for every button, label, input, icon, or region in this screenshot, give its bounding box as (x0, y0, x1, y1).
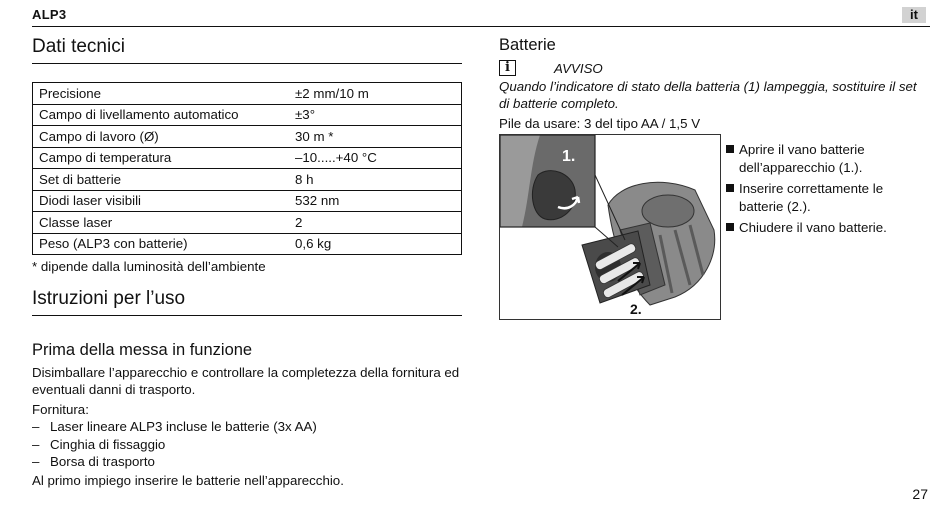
language-badge: it (902, 7, 926, 23)
first-use-text: Al primo impiego inserire le batterie nell’apparecchio. (32, 472, 344, 488)
spec-value: –10.....+40 °C (289, 147, 462, 169)
spec-label: Campo di lavoro (Ø) (33, 126, 290, 148)
notice-header (499, 60, 929, 78)
supply-item-text: Laser lineare ALP3 incluse le batterie (3x AA) (50, 419, 317, 434)
spec-value: ±3° (289, 104, 462, 126)
specs-footnote: * dipende dalla luminosità dell’ambiente (32, 259, 266, 274)
spec-value: 532 nm (289, 190, 462, 212)
battery-type: Pile da usare: 3 del tipo AA / 1,5 V (499, 116, 701, 131)
inset-step1 (500, 135, 595, 227)
usage-intro: Disimballare l’apparecchio e controllare la completezza della fornitura ed eventuali danni di trasporto. (32, 365, 460, 397)
battery-illustration (500, 135, 720, 319)
supply-label: Fornitura: (32, 402, 89, 417)
spec-label: Precisione (33, 83, 290, 105)
model-name: ALP3 (32, 7, 67, 22)
spec-label: Set di batterie (33, 169, 290, 191)
spec-value: 30 m * (289, 126, 462, 148)
notice-text: Quando l’indicatore di stato della batteria (1) lampeggia, sostituire il set di batterie completo. (499, 79, 917, 111)
info-icon: i (499, 60, 516, 76)
spec-label: Campo di livellamento automatico (33, 104, 290, 126)
list-item (32, 436, 462, 454)
supply-list (32, 418, 462, 471)
battery-figure (499, 134, 721, 320)
supply-item-text: Borsa di trasporto (50, 454, 155, 469)
step-text: Aprire il vano batterie dell’apparecchio (1.). (739, 142, 865, 175)
spec-value: 2 (289, 212, 462, 234)
right-column (499, 36, 929, 317)
dash-bullet: – (32, 454, 40, 469)
spec-label: Diodi laser visibili (33, 190, 290, 212)
specs-title: Dati tecnici (32, 36, 462, 64)
step-text: Chiudere il vano batterie. (739, 220, 887, 235)
table-row (33, 190, 462, 212)
left-column (32, 36, 462, 489)
spec-value: 0,6 kg (289, 233, 462, 255)
batteries-title: Batterie (499, 36, 556, 54)
list-item (32, 453, 462, 471)
list-item (725, 141, 930, 176)
page-number: 27 (912, 486, 928, 502)
usage-section (32, 288, 462, 489)
table-row (33, 147, 462, 169)
spec-label: Classe laser (33, 212, 290, 234)
battery-steps (725, 141, 930, 241)
usage-title: Istruzioni per l’uso (32, 288, 462, 316)
dash-bullet: – (32, 436, 40, 452)
page-header (32, 4, 930, 27)
square-bullet-icon (726, 223, 734, 231)
square-bullet-icon (726, 184, 734, 192)
list-item (32, 418, 462, 436)
table-row (33, 212, 462, 234)
usage-subtitle: Prima della messa in funzione (32, 341, 253, 359)
table-row (33, 169, 462, 191)
notice-label: AVVISO (554, 61, 603, 76)
specs-table (32, 82, 462, 255)
spec-label: Peso (ALP3 con batterie) (33, 233, 290, 255)
spec-label: Campo di temperatura (33, 147, 290, 169)
table-row (33, 104, 462, 126)
table-row (33, 233, 462, 255)
figure-label-step2: 2. (630, 301, 642, 317)
spec-value: ±2 mm/10 m (289, 83, 462, 105)
table-row (33, 126, 462, 148)
spec-value: 8 h (289, 169, 462, 191)
table-row (33, 83, 462, 105)
list-item (725, 180, 930, 215)
dash-bullet: – (32, 419, 40, 434)
supply-item-text: Cinghia di fissaggio (50, 436, 166, 452)
list-item (725, 219, 930, 237)
square-bullet-icon (726, 145, 734, 153)
step-text: Inserire correttamente le batterie (2.). (739, 181, 884, 214)
figure-label-step1: 1. (562, 148, 576, 165)
